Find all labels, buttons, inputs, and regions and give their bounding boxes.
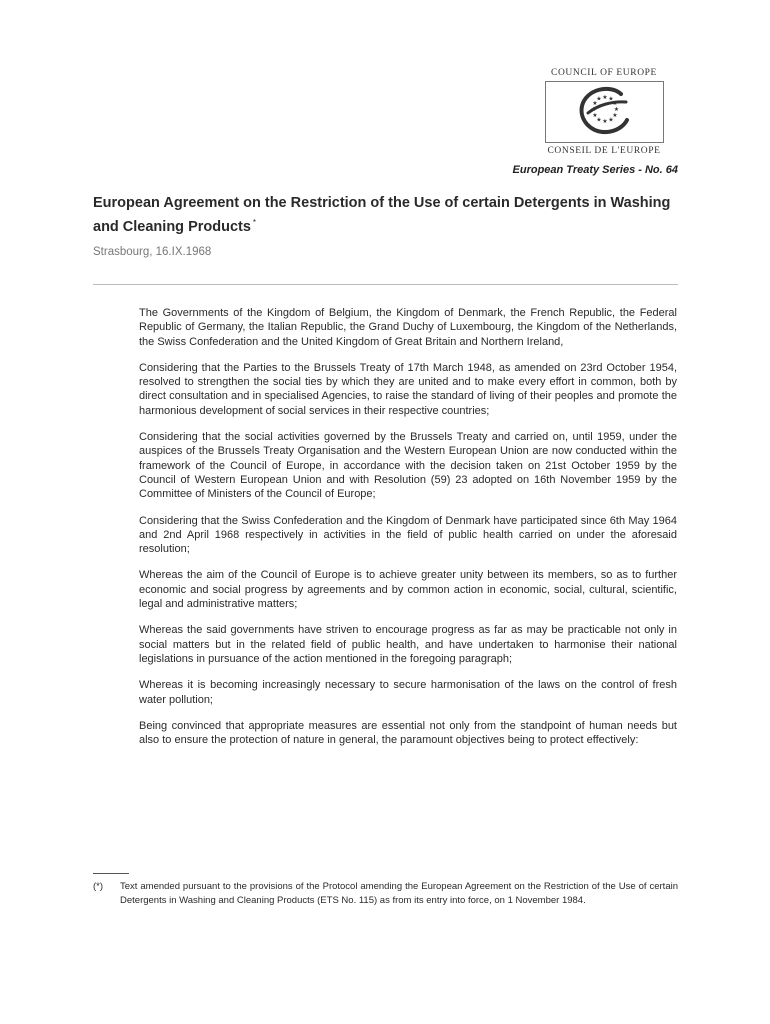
svg-text:★: ★ [591, 112, 598, 119]
paragraph: Whereas it is becoming increasingly necessary to secure harmonisation of the laws on the control of fresh water pollution; [139, 679, 677, 706]
svg-text:★: ★ [601, 94, 608, 101]
svg-text:★: ★ [601, 118, 608, 125]
footnote [93, 880, 678, 907]
org-name-fr: CONSEIL DE L'EUROPE [547, 146, 661, 156]
svg-text:★: ★ [611, 112, 618, 119]
paragraph: Whereas the said governments have striven to encourage progress as far as may be practicable not only in social matters but in the related field of public health, and have undertaken to harmonise their national legislations in pursuance of the action mentioned in the foregoing paragraph; [139, 624, 677, 665]
council-emblem-icon [545, 81, 664, 143]
footnote-text: Text amended pursuant to the provisions of the Protocol amending the European Agreement on the Restriction of the Use of certain Detergents in Washing and Cleaning Products (ETS No. 115) as from its entry into force, on 1 November 1984. [120, 881, 678, 906]
paragraph: Considering that the social activities governed by the Brussels Treaty and carried on, until 1959, under the auspices of the Brussels Treaty Organisation and the Western European Union are now conducted within the framework of the Council of Europe, in accordance with the decision taken on 21st October 1959 by the Council of Western European Union and with Resolution (59) 23 adopted on 16th November 1959 by the Committee of Ministers of the Council of Europe; [139, 431, 677, 501]
svg-text:★: ★ [595, 95, 602, 103]
svg-text:★: ★ [591, 100, 598, 107]
footnote-mark: (*) [93, 881, 104, 892]
svg-text:★: ★ [590, 106, 596, 113]
paragraph: Whereas the aim of the Council of Europe is to achieve greater unity between its members, so as to further economic and social progress by agreements and by common action in economic, social, cultural, scientific, legal and administrative matters; [139, 569, 677, 611]
svg-text:★: ★ [607, 95, 614, 103]
org-name-en: COUNCIL OF EUROPE [551, 68, 657, 78]
svg-text:★: ★ [611, 100, 618, 107]
paragraph: The Governments of the Kingdom of Belgium, the Kingdom of Denmark, the French Republic, the Federal Republic of Germany, the Italian Republic, the Grand Duchy of Luxembourg, the Kingdom of the Netherlands, the Swiss Confederation and the United Kingdom of Great Britain and Northern Ireland, [139, 307, 677, 348]
title-text: European Agreement on the Restriction of the Use of certain Detergents in Washing and Cleaning Products [93, 195, 671, 235]
preamble [139, 306, 677, 759]
svg-text:★: ★ [613, 106, 619, 113]
svg-text:★: ★ [607, 116, 614, 124]
place-date: Strasbourg, 16.IX.1968 [93, 246, 212, 258]
paragraph: Being convinced that appropriate measures are essential not only from the standpoint of human needs but also to ensure the protection of nature in general, the paramount objectives being to protect effectively: [139, 719, 677, 747]
svg-text:★: ★ [595, 116, 602, 124]
treaty-series-label: European Treaty Series - No. 64 [512, 164, 678, 176]
paragraph: Considering that the Swiss Confederation and the Kingdom of Denmark have participated since 6th May 1964 and 2nd April 1968 respectively in activities in the field of public health carried on under the aforesaid resolution; [139, 514, 677, 556]
paragraph: Considering that the Parties to the Brussels Treaty of 17th March 1948, as amended on 23rd October 1954, resolved to strengthen the social ties by which they are united and to make every effort in common, both by direct consultation and in specialised Agencies, to raise the standard of living of their peoples and promote the harmonious development of social services in their respective countries; [139, 361, 677, 417]
header-divider [93, 284, 678, 285]
document-title [93, 194, 683, 237]
title-footnote-mark: * [252, 218, 257, 227]
footnote-divider [93, 873, 129, 874]
council-of-europe-logo [543, 68, 665, 156]
